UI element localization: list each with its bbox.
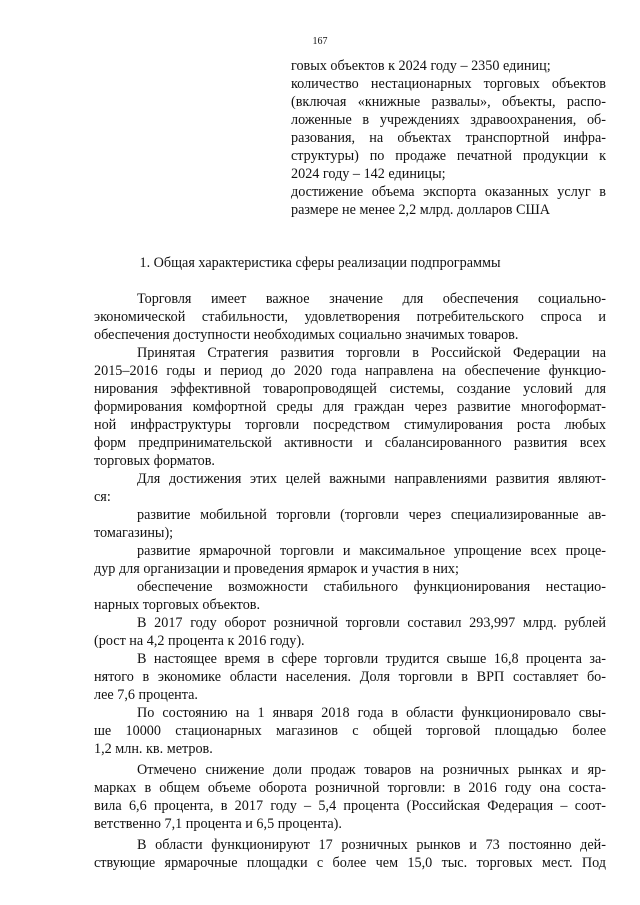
paragraph-line: нятого в экономике области населения. Доля торговли в ВРП составляет бо- xyxy=(94,669,606,685)
paragraph-line: ше 10000 стационарных магазинов с общей торговой площадью более xyxy=(94,723,606,739)
paragraph-line: обеспечения доступности необходимых социально значимых товаров. xyxy=(94,327,519,343)
paragraph-line: ствующие ярмарочные площадки с более чем 15,0 тыс. торговых мест. Под xyxy=(94,855,606,871)
paragraph-start-line: Торговля имеет важное значение для обеспечения социально- xyxy=(137,291,606,307)
paragraph-line: 1,2 млн. кв. метров. xyxy=(94,741,213,757)
paragraph-line: (рост на 4,2 процента к 2016 году). xyxy=(94,633,305,649)
paragraph-start-line: В области функционируют 17 розничных рынков и 73 постоянно дей- xyxy=(137,837,606,853)
paragraph-line: торговых форматов. xyxy=(94,453,215,469)
paragraph-start-line: В 2017 году оборот розничной торговли составил 293,997 млрд. рублей xyxy=(137,615,606,631)
paragraph-start-line: Принятая Стратегия развития торговли в Российской Федерации на xyxy=(137,345,606,361)
section-heading: 1. Общая характеристика сферы реализации подпрограммы xyxy=(139,255,501,271)
paragraph-start-line: По состоянию на 1 января 2018 года в области функционировало свы- xyxy=(137,705,606,721)
top-line: размере не менее 2,2 млрд. долларов США xyxy=(291,202,551,218)
top-line: количество нестационарных торговых объектов xyxy=(291,76,606,92)
paragraph-start-line: развитие ярмарочной торговли и максимальное упрощение всех проце- xyxy=(137,543,606,559)
top-line: структуры) по продаже печатной продукции к xyxy=(291,148,606,164)
top-line: ложенные в учреждениях здравоохранения, об- xyxy=(291,112,606,128)
paragraph-start-line: Отмечено снижение доли продаж товаров на розничных рынках и яр- xyxy=(137,762,606,778)
paragraph-line: дур для организации и проведения ярмарок и участия в них; xyxy=(94,561,459,577)
paragraph-line: ной инфраструктуры торговли посредством стимулирования роста любых xyxy=(94,417,606,433)
paragraph-line: ся: xyxy=(94,489,111,505)
paragraph-line: марках в общем объеме оборота розничной торговли: в 2016 году она соста- xyxy=(94,780,606,796)
page-number: 167 xyxy=(312,36,328,47)
paragraph-line: формирования комфортной среды для граждан через развитие многоформат- xyxy=(94,399,606,415)
paragraph-line: 2015–2016 годы и период до 2020 года направлена на обеспечение функцио- xyxy=(94,363,606,379)
top-line: говых объектов к 2024 году – 2350 единиц; xyxy=(291,58,551,74)
top-line: (включая «книжные развалы», объекты, распо- xyxy=(291,94,606,110)
top-line: 2024 году – 142 единицы; xyxy=(291,166,446,182)
paragraph-line: нарных торговых объектов. xyxy=(94,597,261,613)
paragraph-line: вила 6,6 процента, в 2017 году – 5,4 процента (Российская Федерация – соот- xyxy=(94,798,606,814)
paragraph-line: ветственно 7,1 процента и 6,5 процента). xyxy=(94,816,342,832)
paragraph-start-line: Для достижения этих целей важными направлениями развития являют- xyxy=(137,471,606,487)
paragraph-line: томагазины); xyxy=(94,525,174,541)
paragraph-line: нирования эффективной товаропроводящей системы, создание условий для xyxy=(94,381,606,397)
paragraph-start-line: В настоящее время в сфере торговли трудится свыше 16,8 процента за- xyxy=(137,651,606,667)
paragraph-line: форм предпринимательской активности и сбалансированного развития всех xyxy=(94,435,606,451)
paragraph-line: лее 7,6 процента. xyxy=(94,687,198,703)
top-line: разования, на объектах транспортной инфра- xyxy=(291,130,606,146)
paragraph-start-line: развитие мобильной торговли (торговли через специализированные ав- xyxy=(137,507,606,523)
paragraph-line: экономической стабильности, удовлетворения потребительского спроса и xyxy=(94,309,606,325)
paragraph-start-line: обеспечение возможности стабильного функционирования нестацио- xyxy=(137,579,606,595)
top-line: достижение объема экспорта оказанных услуг в xyxy=(291,184,606,200)
